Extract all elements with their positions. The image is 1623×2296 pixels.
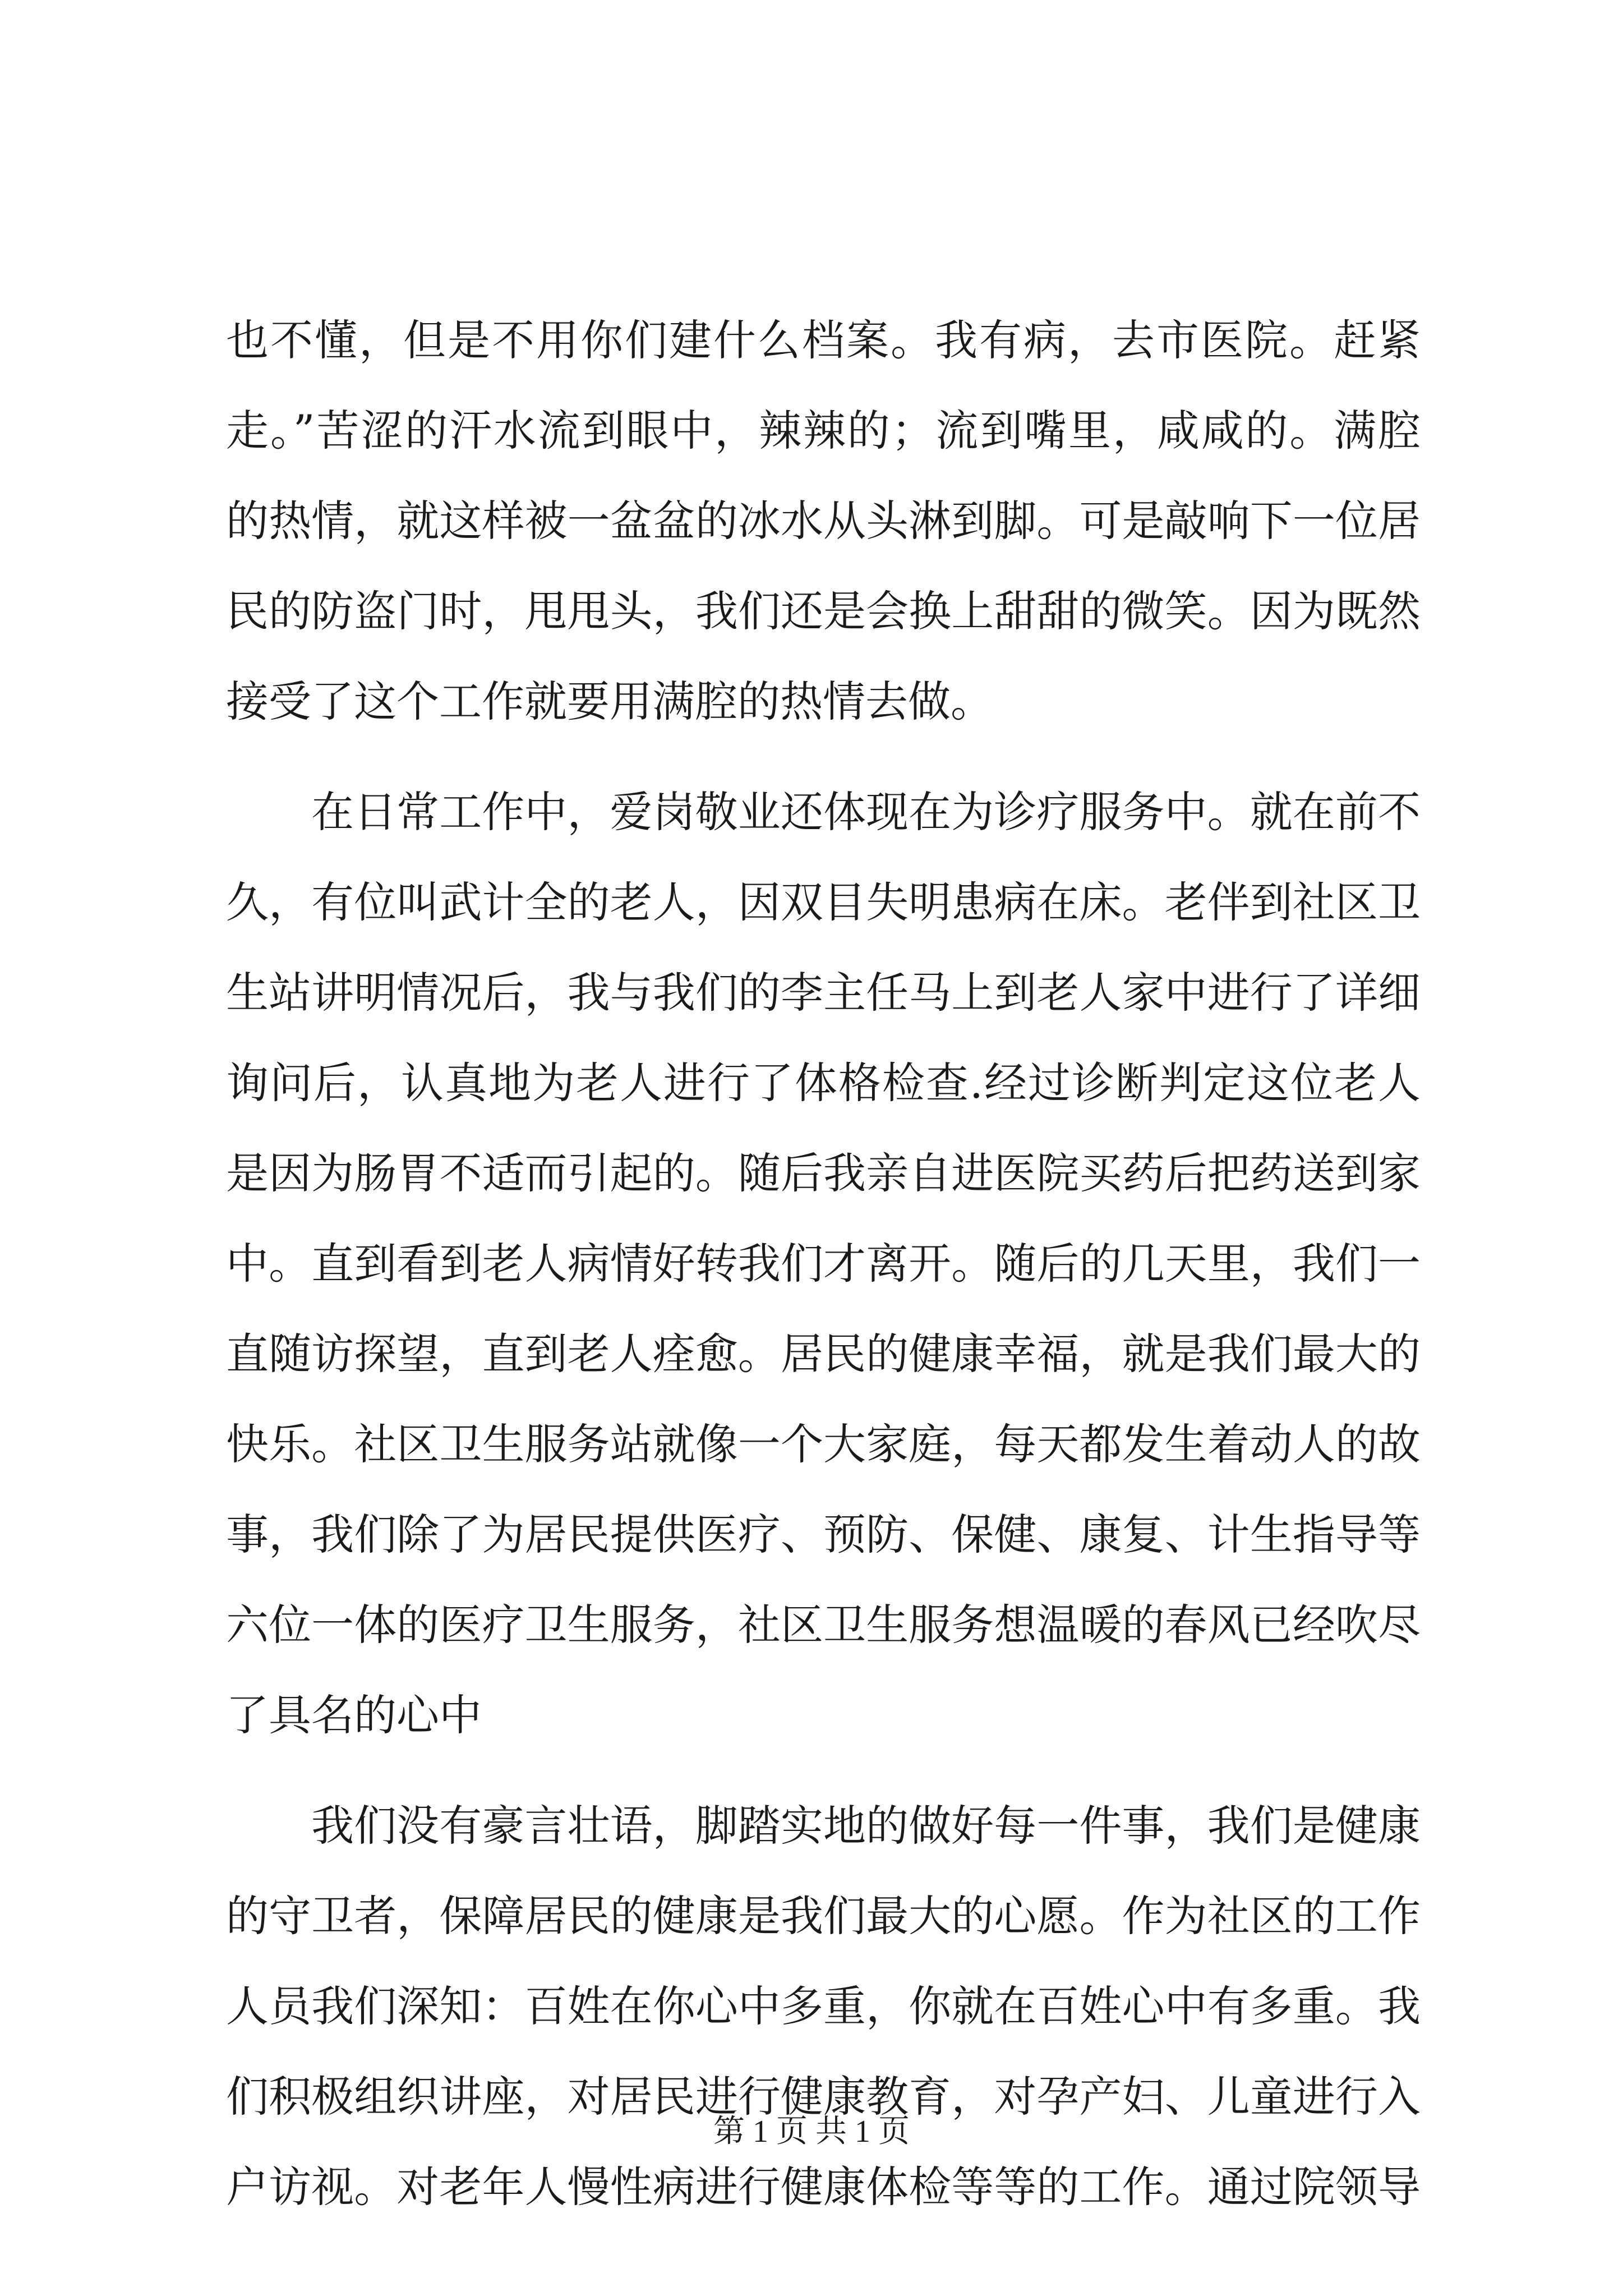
paragraph-2 xyxy=(226,767,1421,1760)
paragraph-line: 了具名的心中 xyxy=(226,1690,482,1740)
paragraph-line: 是因为肠胃不适而引起的。随后我亲自进医院买药后把药送到家 xyxy=(226,1148,1421,1198)
paragraph-line: 询问后，认真地为老人进行了体格检查.经过诊断判定这位老人 xyxy=(226,1058,1421,1108)
paragraph-line: 的热情，就这样被一盆盆的冰水从头淋到脚。可是敲响下一位居 xyxy=(226,496,1421,546)
page-number-footer: 第 1 页 共 1 页 xyxy=(713,2114,910,2149)
paragraph-spacer xyxy=(226,747,1421,767)
paragraph-spacer xyxy=(226,1760,1421,1780)
paragraph-line: 久，有位叫武计全的老人，因双目失明患病在床。老伴到社区卫 xyxy=(226,877,1421,927)
paragraph-line: 中。直到看到老人病情好转我们才离开。随后的几天里，我们一 xyxy=(226,1239,1421,1289)
paragraph-line: 的守卫者，保障居民的健康是我们最大的心愿。作为社区的工作 xyxy=(226,1891,1421,1941)
paragraph-line: 直随访探望，直到老人痊愈。居民的健康幸福，就是我们最大的 xyxy=(226,1329,1421,1379)
paragraph-line: 户访视。对老年人慢性病进行健康体检等等的工作。通过院领导 xyxy=(226,2162,1421,2212)
paragraph-line: 我们没有豪言壮语，脚踏实地的做好每一件事，我们是健康 xyxy=(311,1801,1421,1851)
paragraph-line: 六位一体的医疗卫生服务，社区卫生服务想温暖的春风已经吹尽 xyxy=(226,1600,1421,1650)
paragraph-line: 人员我们深知：百姓在你心中多重，你就在百姓心中有多重。我 xyxy=(226,1981,1421,2031)
paragraph-line: 们积极组织讲座，对居民进行健康教育，对孕产妇、儿童进行入 xyxy=(226,2072,1421,2122)
paragraph-line: 接受了这个工作就要用满腔的热情去做。 xyxy=(226,677,993,726)
paragraph-line: 走。”苦涩的汗水流到眼中，辣辣的；流到嘴里，咸咸的。满腔 xyxy=(226,406,1421,455)
paragraph-line: 也不懂，但是不用你们建什么档案。我有病，去市医院。赶紧 xyxy=(226,315,1421,365)
paragraph-line: 事，我们除了为居民提供医疗、预防、保健、康复、计生指导等 xyxy=(226,1510,1421,1559)
paragraph-line: 生站讲明情况后，我与我们的李主任马上到老人家中进行了详细 xyxy=(226,968,1421,1018)
paragraph-line: 在日常工作中，爱岗敬业还体现在为诊疗服务中。就在前不 xyxy=(311,787,1421,837)
document-body xyxy=(226,295,1421,2232)
paragraph-line: 民的防盗门时，甩甩头，我们还是会换上甜甜的微笑。因为既然 xyxy=(226,586,1421,636)
paragraph-1 xyxy=(226,295,1421,747)
paragraph-3 xyxy=(226,1780,1421,2232)
paragraph-line: 快乐。社区卫生服务站就像一个大家庭，每天都发生着动人的故 xyxy=(226,1419,1421,1469)
